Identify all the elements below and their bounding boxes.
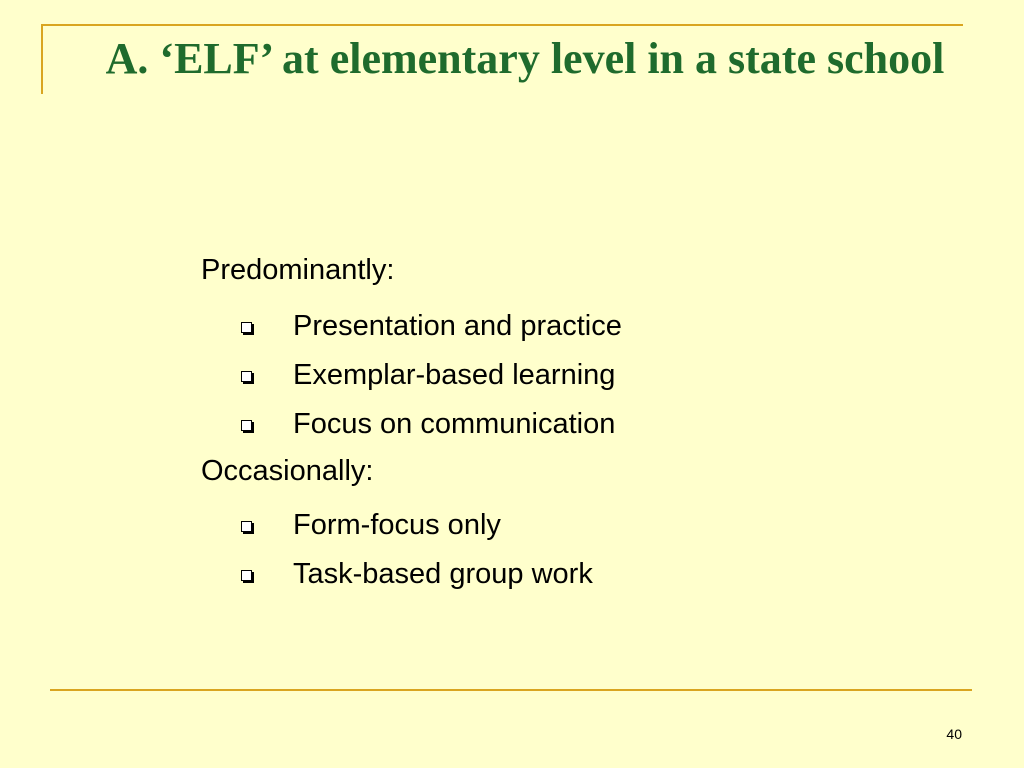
hollow-square-bullet-icon [241, 420, 252, 431]
top-border-rule [41, 24, 963, 26]
bottom-border-rule [50, 689, 972, 691]
page-number: 40 [946, 726, 962, 742]
hollow-square-bullet-icon [241, 521, 252, 532]
bullet-list-occasionally [201, 501, 921, 599]
section-label-occasionally: Occasionally: [201, 455, 374, 487]
bullet-list-predominantly [201, 302, 921, 449]
hollow-square-bullet-icon [241, 322, 252, 333]
title-rest: at elementary level in a state school [271, 34, 945, 83]
list-item-text: Exemplar-based learning [293, 359, 616, 391]
list-item-text: Presentation and practice [293, 310, 622, 342]
title-lead: A. ‘ELF’ [105, 34, 272, 83]
section-label-predominantly: Predominantly: [201, 254, 395, 286]
list-item [201, 400, 921, 449]
hollow-square-bullet-icon [241, 570, 252, 581]
hollow-square-bullet-icon [241, 371, 252, 382]
list-item [201, 302, 921, 351]
list-item [201, 351, 921, 400]
list-item [201, 501, 921, 550]
top-left-border-accent [41, 24, 43, 94]
list-item-text: Focus on communication [293, 408, 616, 440]
list-item-text: Form-focus only [293, 509, 501, 541]
slide-title [70, 30, 980, 88]
list-item [201, 550, 921, 599]
slide-content [201, 248, 921, 603]
list-item-text: Task-based group work [293, 558, 593, 590]
